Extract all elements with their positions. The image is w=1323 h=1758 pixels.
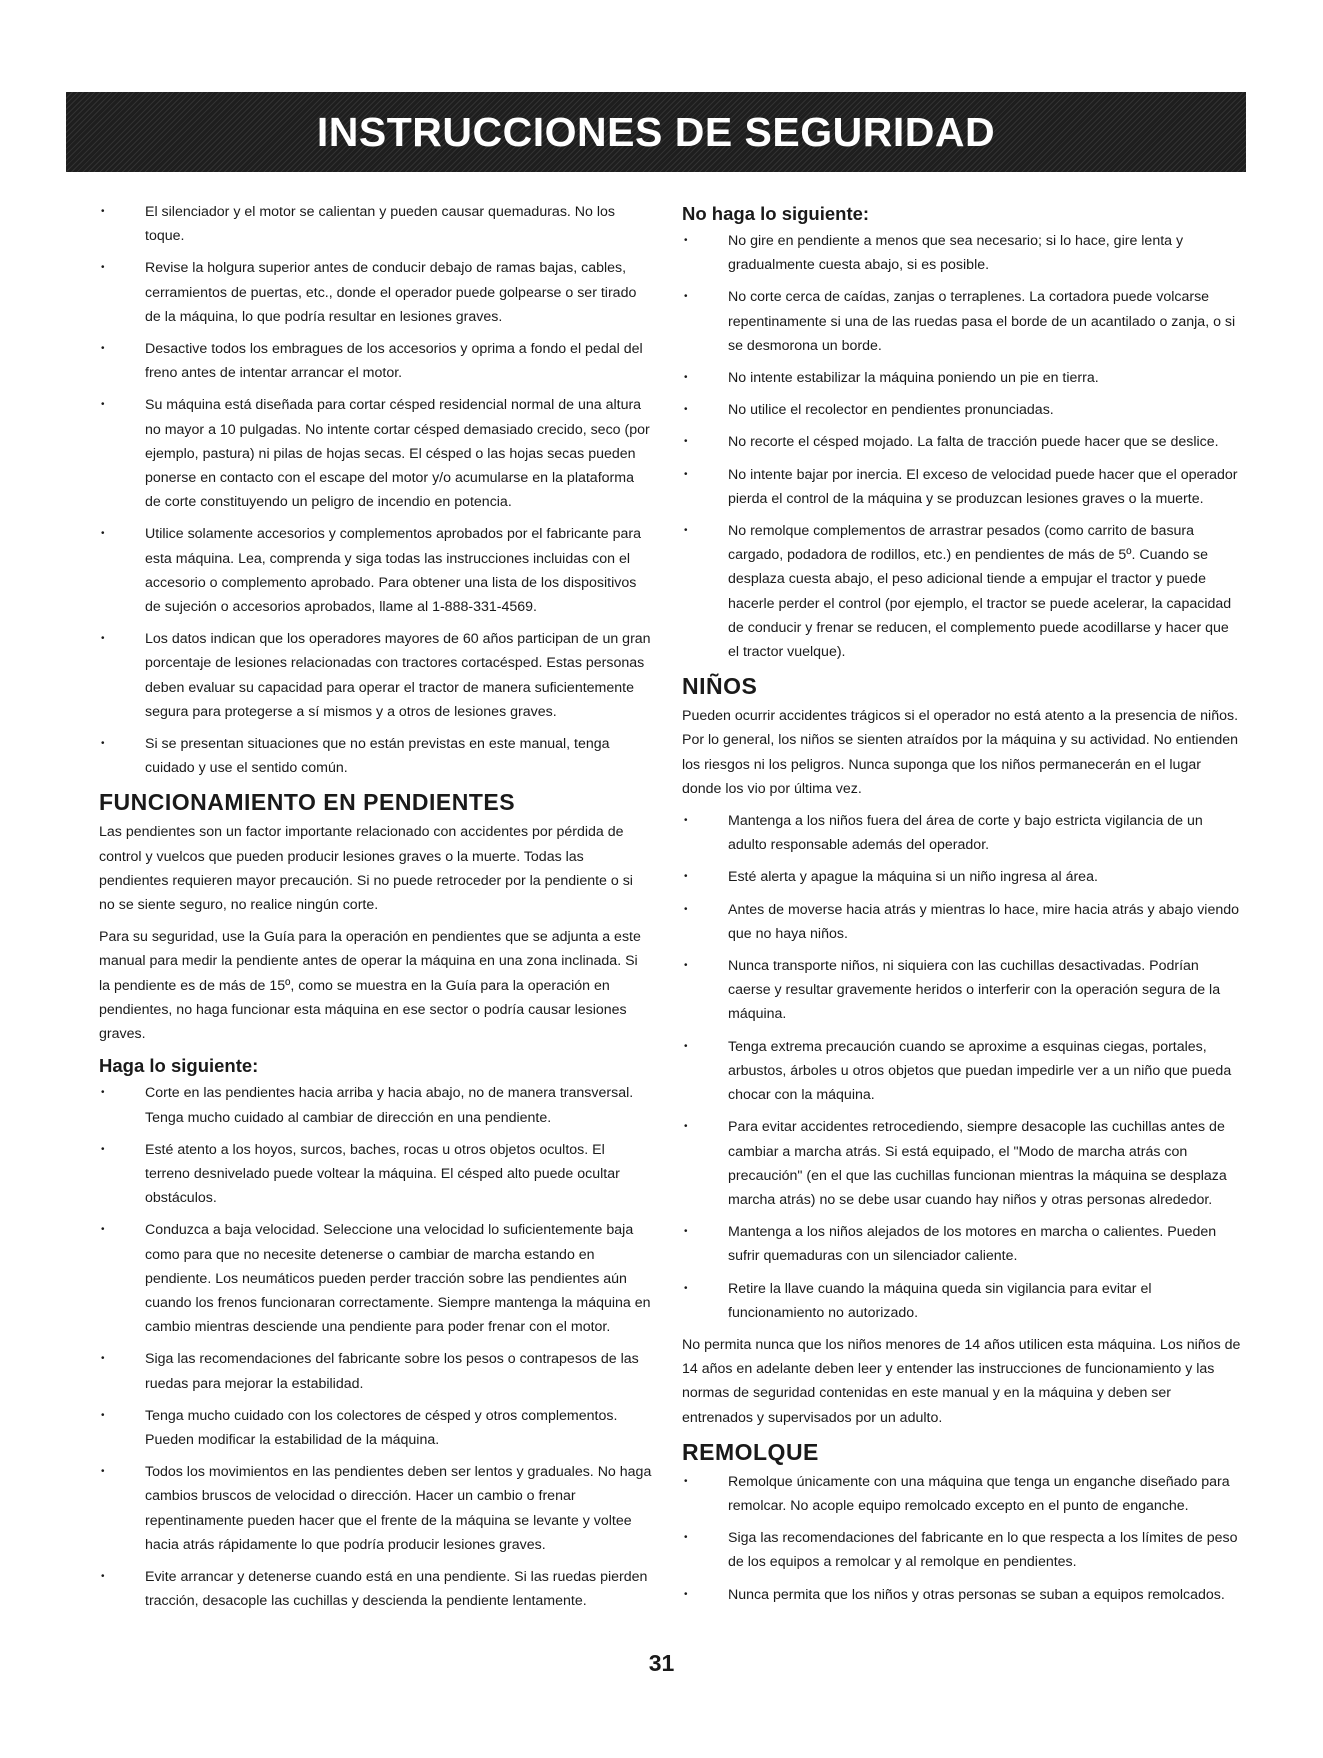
list-item: • Corte en las pendientes hacia arriba y hacia abajo, no de manera transversal. Tenga mucho cuidado al cambiar de dirección en una pendiente. xyxy=(99,1081,652,1129)
page-number: 31 xyxy=(648,1650,675,1676)
list-item: • Esté atento a los hoyos, surcos, baches, rocas u otros objetos ocultos. El terreno desnivelado puede voltear la máquina. El césped alto puede ocultar obstáculos. xyxy=(99,1138,652,1211)
slopes-paragraph-1: Las pendientes son un factor importante relacionado con accidentes por pérdida de control y vuelcos que pueden producir lesiones graves o la muerte. Todas las pendientes requieren mayor precaución. Si no puede retroceder por la pendiente o si no se siente seguro, no realice ningún corte. xyxy=(99,824,633,914)
children-intro: Pueden ocurrir accidentes trágicos si el operador no está atento a la presencia de niños. Por lo general, los niños se sienten atraídos por la máquina y su actividad. No entienden los riesgos ni los peligros. Nunca suponga que los niños permanecerán en el lugar donde los vio por última vez. xyxy=(682,708,1239,797)
list-item: • Tenga mucho cuidado con los colectores de césped y otros complementos. Pueden modificar la estabilidad de la máquina. xyxy=(99,1404,652,1452)
list-item: • Remolque únicamente con una máquina que tenga un enganche diseñado para remolcar. No acople equipo remolcado excepto en el punto de enganche. xyxy=(682,1470,1242,1518)
list-item: • Nunca transporte niños, ni siquiera con las cuchillas desactivadas. Podrían caerse y resultar gravemente heridos o interferir con la operación segura de la máquina. xyxy=(682,954,1242,1027)
list-item: • Conduzca a baja velocidad. Seleccione una velocidad lo suficientemente baja como para que no necesite detenerse o cambiar de marcha estando en pendiente. Los neumáticos pueden perder tracción sobre las pendientes aún cuando los frenos funcionaran correctamente. Siempre mantenga la máquina en cambio mientras desciende una pendiente para poder frenar con el motor. xyxy=(99,1218,652,1339)
list-item: • Revise la holgura superior antes de conducir debajo de ramas bajas, cables, cerramientos de puertas, etc., donde el operador puede golpearse o ser tirado de la máquina, lo que podría resultar en lesiones graves. xyxy=(99,256,652,329)
do-bullet-list xyxy=(99,1081,652,1613)
page-title: INSTRUCCIONES DE SEGURIDAD xyxy=(316,108,996,155)
dont-heading: No haga lo siguiente: xyxy=(682,203,870,224)
list-item: • Esté alerta y apague la máquina si un niño ingresa al área. xyxy=(682,865,1242,889)
slopes-heading: FUNCIONAMIENTO EN PENDIENTES xyxy=(99,789,516,816)
do-heading: Haga lo siguiente: xyxy=(99,1055,259,1077)
list-item: • Todos los movimientos en las pendientes deben ser lentos y graduales. No haga cambios bruscos de velocidad o dirección. Hacer un cambio o frenar repentinamente pueden hacer que el frente de la máquina se levante y voltee hacia atrás rápidamente lo que podría producir lesiones graves. xyxy=(99,1460,652,1557)
list-item: • Si se presentan situaciones que no están previstas en este manual, tenga cuidado y use el sentido común. xyxy=(99,732,652,780)
list-item: • Desactive todos los embragues de los accesorios y oprima a fondo el pedal del freno antes de intentar arrancar el motor. xyxy=(99,337,652,385)
list-item: • No utilice el recolector en pendientes pronunciadas. xyxy=(682,398,1242,422)
towing-heading: REMOLQUE xyxy=(682,1438,819,1465)
list-item: • Para evitar accidentes retrocediendo, siempre desacople las cuchillas antes de cambiar a marcha atrás. Si está equipado, el "Modo de marcha atrás con precaución" (en el que las cuchillas funcionan mientras la máquina se desplaza marcha atrás) no se debe usar cuando hay niños y otras personas alrededor. xyxy=(682,1115,1242,1212)
list-item: • Antes de moverse hacia atrás y mientras lo hace, mire hacia atrás y abajo viendo que no haya niños. xyxy=(682,898,1242,946)
list-item: • Los datos indican que los operadores mayores de 60 años participan de un gran porcentaje de lesiones relacionadas con tractores cortacésped. Estas personas deben evaluar su capacidad para operar el tractor de manera suficientemente segura para protegerse a sí mismos y a otros de lesiones graves. xyxy=(99,627,652,724)
list-item: • Utilice solamente accesorios y complementos aprobados por el fabricante para esta máquina. Lea, comprenda y siga todas las instrucciones incluidas con el accesorio o complemento aprobado. Para obtener una lista de los dispositivos de sujeción o accesorios aprobados, llame al 1-888-331-4569. xyxy=(99,522,652,619)
list-item: • Tenga extrema precaución cuando se aproxime a esquinas ciegas, portales, arbustos, árboles u otros objetos que puedan impedirle ver a un niño que pueda chocar con la máquina. xyxy=(682,1035,1242,1108)
list-item: • No remolque complementos de arrastrar pesados (como carrito de basura cargado, podadora de rodillos, etc.) en pendientes de más de 5º. Cuando se desplaza cuesta abajo, el peso adicional tiende a empujar el tractor y puede hacerle perder el control (por ejemplo, el tractor se puede acelerar, la capacidad de conducir y frenar se reducen, el complemento puede acodillarse y hacer que el tractor vuelque). xyxy=(682,519,1242,664)
children-bullet-list xyxy=(682,809,1242,1325)
list-item: • No intente bajar por inercia. El exceso de velocidad puede hacer que el operador pierda el control de la máquina y se produzcan lesiones graves o la muerte. xyxy=(682,463,1242,511)
children-outro: No permita nunca que los niños menores de 14 años utilicen esta máquina. Los niños de 14 años en adelante deben leer y entender las instrucciones de funcionamiento y las normas de seguridad contenidas en este manual y en la máquina y deben ser entrenados y supervisados por un adulto. xyxy=(682,1336,1241,1426)
list-item: • No intente estabilizar la máquina poniendo un pie en tierra. xyxy=(682,366,1242,390)
left-column xyxy=(99,200,652,1621)
list-item: • Siga las recomendaciones del fabricante en lo que respecta a los límites de peso de los equipos a remolcar y al remolque en pendientes. xyxy=(682,1526,1242,1574)
list-item: • El silenciador y el motor se calientan y pueden causar quemaduras. No los toque. xyxy=(99,200,652,248)
list-item: • No gire en pendiente a menos que sea necesario; si lo hace, gire lenta y gradualmente cuesta abajo, si es posible. xyxy=(682,229,1242,277)
children-heading: NIÑOS xyxy=(682,673,758,700)
list-item: • No corte cerca de caídas, zanjas o terraplenes. La cortadora puede volcarse repentinamente si una de las ruedas pasa el borde de un acantilado o zanja, o si se desmorona un borde. xyxy=(682,285,1242,358)
list-item: • Mantenga a los niños alejados de los motores en marcha o calientes. Pueden sufrir quemaduras con un silenciador caliente. xyxy=(682,1220,1242,1268)
dont-bullet-list xyxy=(682,229,1242,664)
intro-bullet-list xyxy=(99,200,652,780)
list-item: • No recorte el césped mojado. La falta de tracción puede hacer que se deslice. xyxy=(682,430,1242,454)
list-item: • Retire la llave cuando la máquina queda sin vigilancia para evitar el funcionamiento no autorizado. xyxy=(682,1277,1242,1325)
towing-bullet-list xyxy=(682,1470,1242,1607)
right-column xyxy=(682,198,1242,1615)
list-item: • Mantenga a los niños fuera del área de corte y bajo estricta vigilancia de un adulto responsable además del operador. xyxy=(682,809,1242,857)
slopes-paragraph-2: Para su seguridad, use la Guía para la operación en pendientes que se adjunta a este manual para medir la pendiente antes de operar la máquina en una zona inclinada. Si la pendiente es de más de 15º, como se muestra en la Guía para la operación en pendientes, no haga funcionar esta máquina en ese sector o podría causar lesiones graves. xyxy=(99,929,641,1043)
list-item: • Su máquina está diseñada para cortar césped residencial normal de una altura no mayor a 10 pulgadas. No intente cortar césped demasiado crecido, seco (por ejemplo, pastura) ni pilas de hojas secas. El césped o las hojas secas pueden ponerse en contacto con el escape del motor y/o acumularse en la plataforma de corte constituyendo un peligro de incendio en potencia. xyxy=(99,393,652,514)
list-item: • Siga las recomendaciones del fabricante sobre los pesos o contrapesos de las ruedas para mejorar la estabilidad. xyxy=(99,1347,652,1395)
list-item: • Nunca permita que los niños y otras personas se suban a equipos remolcados. xyxy=(682,1583,1242,1607)
title-banner xyxy=(66,92,1246,172)
list-item: • Evite arrancar y detenerse cuando está en una pendiente. Si las ruedas pierden tracción, desacople las cuchillas y descienda la pendiente lentamente. xyxy=(99,1565,652,1613)
